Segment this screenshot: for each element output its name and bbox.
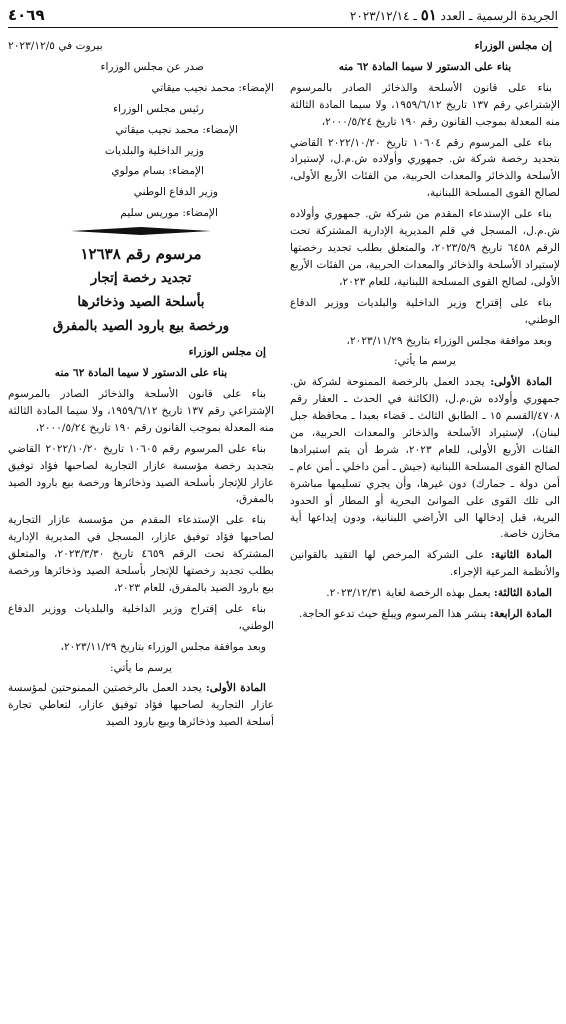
- article-label: المادة الرابعة:: [489, 608, 552, 621]
- decree-number: مرسوم رقم ١٢٦٣٨: [80, 245, 202, 264]
- article-text: يعمل بهذه الرخصة لغاية ٢٠٢٣/١٢/٣١.: [326, 587, 491, 600]
- article-label: المادة الأولى:: [490, 376, 552, 389]
- council-heading: إن مجلس الوزراء: [474, 40, 552, 52]
- preamble-paragraph: وبعد موافقة مجلس الوزراء بتاريخ ٢٠٢٣/١١/٢٩،: [60, 640, 266, 653]
- preamble-paragraph: بناء على إقتراح وزير الداخلية والبلديات ووزير الدفاع الوطني،: [290, 296, 560, 326]
- left-column: [8, 38, 274, 1024]
- constitution-basis: بناء على الدستور لا سيما المادة ٦٢ منه: [338, 60, 512, 73]
- page-header: [8, 4, 558, 28]
- signature-line: الإمضاء: بسام مولوي: [111, 165, 204, 178]
- gazette-issue-line: [350, 6, 558, 24]
- preamble-paragraph: بناء على قانون الأسلحة والذخائر الصادر بالمرسوم الإشتراعي رقم ١٣٧ تاريخ ١٩٥٩/٦/١٢، ولا سيما المادة الثالثة منه المعدلة بموجب القانون رقم ١٩٠ تاريخ ٢٠٠٠/٥/٢٤،: [290, 81, 560, 128]
- signatory-title: وزير الدفاع الوطني: [133, 186, 218, 199]
- article-label: المادة الثالثة:: [493, 587, 552, 600]
- issued-by: صدر عن مجلس الوزراء: [100, 60, 204, 73]
- decrees-line: يرسم ما يأتي:: [110, 661, 172, 674]
- article-text: على الشركة المرخص لها التقيد بالقوانين والأنظمة المرعية الإجراء.: [290, 549, 560, 579]
- signature-line: الإمضاء: محمد نجيب ميقاتي: [115, 123, 238, 136]
- preamble-paragraph: بناء على المرسوم رقم ١٠٦٠٤ تاريخ ٢٠٢٢/١٠/٢٠ القاضي بتجديد رخصة شركة ش. جمهوري وأولاده ش.م.ل، لإستيراد الأسلحة والذخائر والمعدات الحربية، من الفئات الأربع الأولى، لصالح القوى المسلحة اللبنانية،: [290, 136, 560, 200]
- decree-title: بأسلحة الصيد وذخائرها: [77, 294, 205, 311]
- preamble-paragraph: بناء على إقتراح وزير الداخلية والبلديات ووزير الدفاع الوطني،: [8, 602, 274, 632]
- preamble-paragraph: بناء على الإستدعاء المقدم من مؤسسة عازار التجارية لصاحبها فؤاد توفيق عازار، المسجل في المديرية الإدارية المشتركة تحت الرقم ٤٦٥٩ تاريخ ٢٠٢٣/٣/٣٠، والمتعلق بطلب تجديد رخصتها للإتجار بأسلحة الصيد وذخائرها ورخصة بيع بارود الصيد بالمفرق، للعام ٢٠٢٣،: [8, 514, 274, 594]
- article-3: [290, 585, 560, 602]
- article-text: ينشر هذا المرسوم ويبلغ حيث تدعو الحاجة.: [299, 608, 487, 621]
- section-divider: [8, 226, 274, 236]
- preamble-paragraph: بناء على المرسوم رقم ١٠٦٠٥ تاريخ ٢٠٢٢/١٠/٢٠ القاضي بتجديد رخصة مؤسسة عازار التجارية لصاحبها فؤاد توفيق عازار للإتجار بأسلحة الصيد وذخائرها ورخصة بيع بارود الصيد بالمفرق،: [8, 442, 274, 506]
- signatory-title: وزير الداخلية والبلديات: [104, 144, 204, 157]
- decree-title: ورخصة بيع بارود الصيد بالمفرق: [52, 318, 230, 335]
- divider-ornament: [71, 226, 211, 236]
- signature-line: الإمضاء: موريس سليم: [120, 207, 218, 220]
- constitution-basis: بناء على الدستور لا سيما المادة ٦٢ منه: [54, 367, 228, 380]
- article-text: يجدد العمل بالرخصة الممنوحة لشركة ش. جمهوري وأولاده ش.م.ل، (الكائنة في الحدث ـ العقار رقم ٤٧٠٨/القسم ١٥ ـ الطابق الثالث ـ قضاء بعبدا ـ محافظة جبل لبنان)، لإستيراد الأسلحة والذخائر والمعدات الحربية، من الفئات الأربع الأولى، للعام ٢٠٢٣، شرط أن يتم استيرادها لصالح القوى المسلحة اللبنانية (جيش ـ أمن داخلي ـ أمن عام ـ أمن دولة ـ جمارك) دون غيرها، وأن يجري تسليمها مباشرة الى تلك القوى على الموانئ البحرية أو المطار أو الحدود البرية، قبل إدخالها الى الأراضي اللبنانية، ودون إيداعها أية مخازن خاصة.: [290, 376, 560, 541]
- page-number: ٤٠٦٩: [8, 6, 45, 24]
- gazette-name: الجريدة الرسمية ـ العدد: [440, 9, 558, 23]
- signatory-title: رئيس مجلس الوزراء: [113, 102, 204, 115]
- preamble-paragraph: وبعد موافقة مجلس الوزراء بتاريخ ٢٠٢٣/١١/٢٩،: [346, 334, 552, 347]
- article-2: [290, 547, 560, 581]
- decree-title: تجديد رخصة إتجار: [90, 270, 192, 287]
- article-1: [8, 680, 274, 731]
- signature-line: الإمضاء: محمد نجيب ميقاتي: [151, 81, 274, 94]
- preamble-paragraph: بناء على الإستدعاء المقدم من شركة ش. جمهوري وأولاده ش.م.ل، المسجل في قلم المديرية الإدارية المشتركة تحت الرقم ٦٤٥٨ تاريخ ٢٠٢٣/٥/٩، والمتعلق بطلب تجديد رخصتها لإستيراد الأسلحة والذخائر والمعدات الحربية، من الفئات الأربع الأولى، لصالح القوى المسلحة اللبنانية، للعام ٢٠٢٣،: [290, 208, 560, 288]
- article-label: المادة الثانية:: [490, 549, 552, 562]
- article-text: يجدد العمل بالرخصتين الممنوحتين لمؤسسة عازار التجارية لصاحبها فؤاد توفيق عازار، لتعاطي تجارة أسلحة الصيد وذخائرها وبيع بارود الصيد: [8, 682, 274, 729]
- article-label: المادة الأولى:: [205, 682, 266, 695]
- council-heading: إن مجلس الوزراء: [188, 346, 266, 359]
- right-column: [290, 38, 560, 1024]
- issue-number: ٥١: [420, 6, 437, 24]
- decrees-line: يرسم ما يأتي:: [394, 355, 456, 368]
- preamble-paragraph: بناء على قانون الأسلحة والذخائر الصادر بالمرسوم الإشتراعي رقم ١٣٧ تاريخ ١٩٥٩/٦/١٢، ولا سيما المادة الثالثة منه المعدلة بموجب القانون رقم ١٩٠ تاريخ ٢٠٠٠/٥/٢٤،: [8, 387, 274, 434]
- place-date: بيروت في ٢٠٢٣/١٢/٥: [8, 40, 103, 52]
- issue-date: ـ ٢٠٢٣/١٢/١٤: [349, 9, 417, 23]
- article-1: [290, 374, 560, 543]
- article-4: [290, 606, 560, 623]
